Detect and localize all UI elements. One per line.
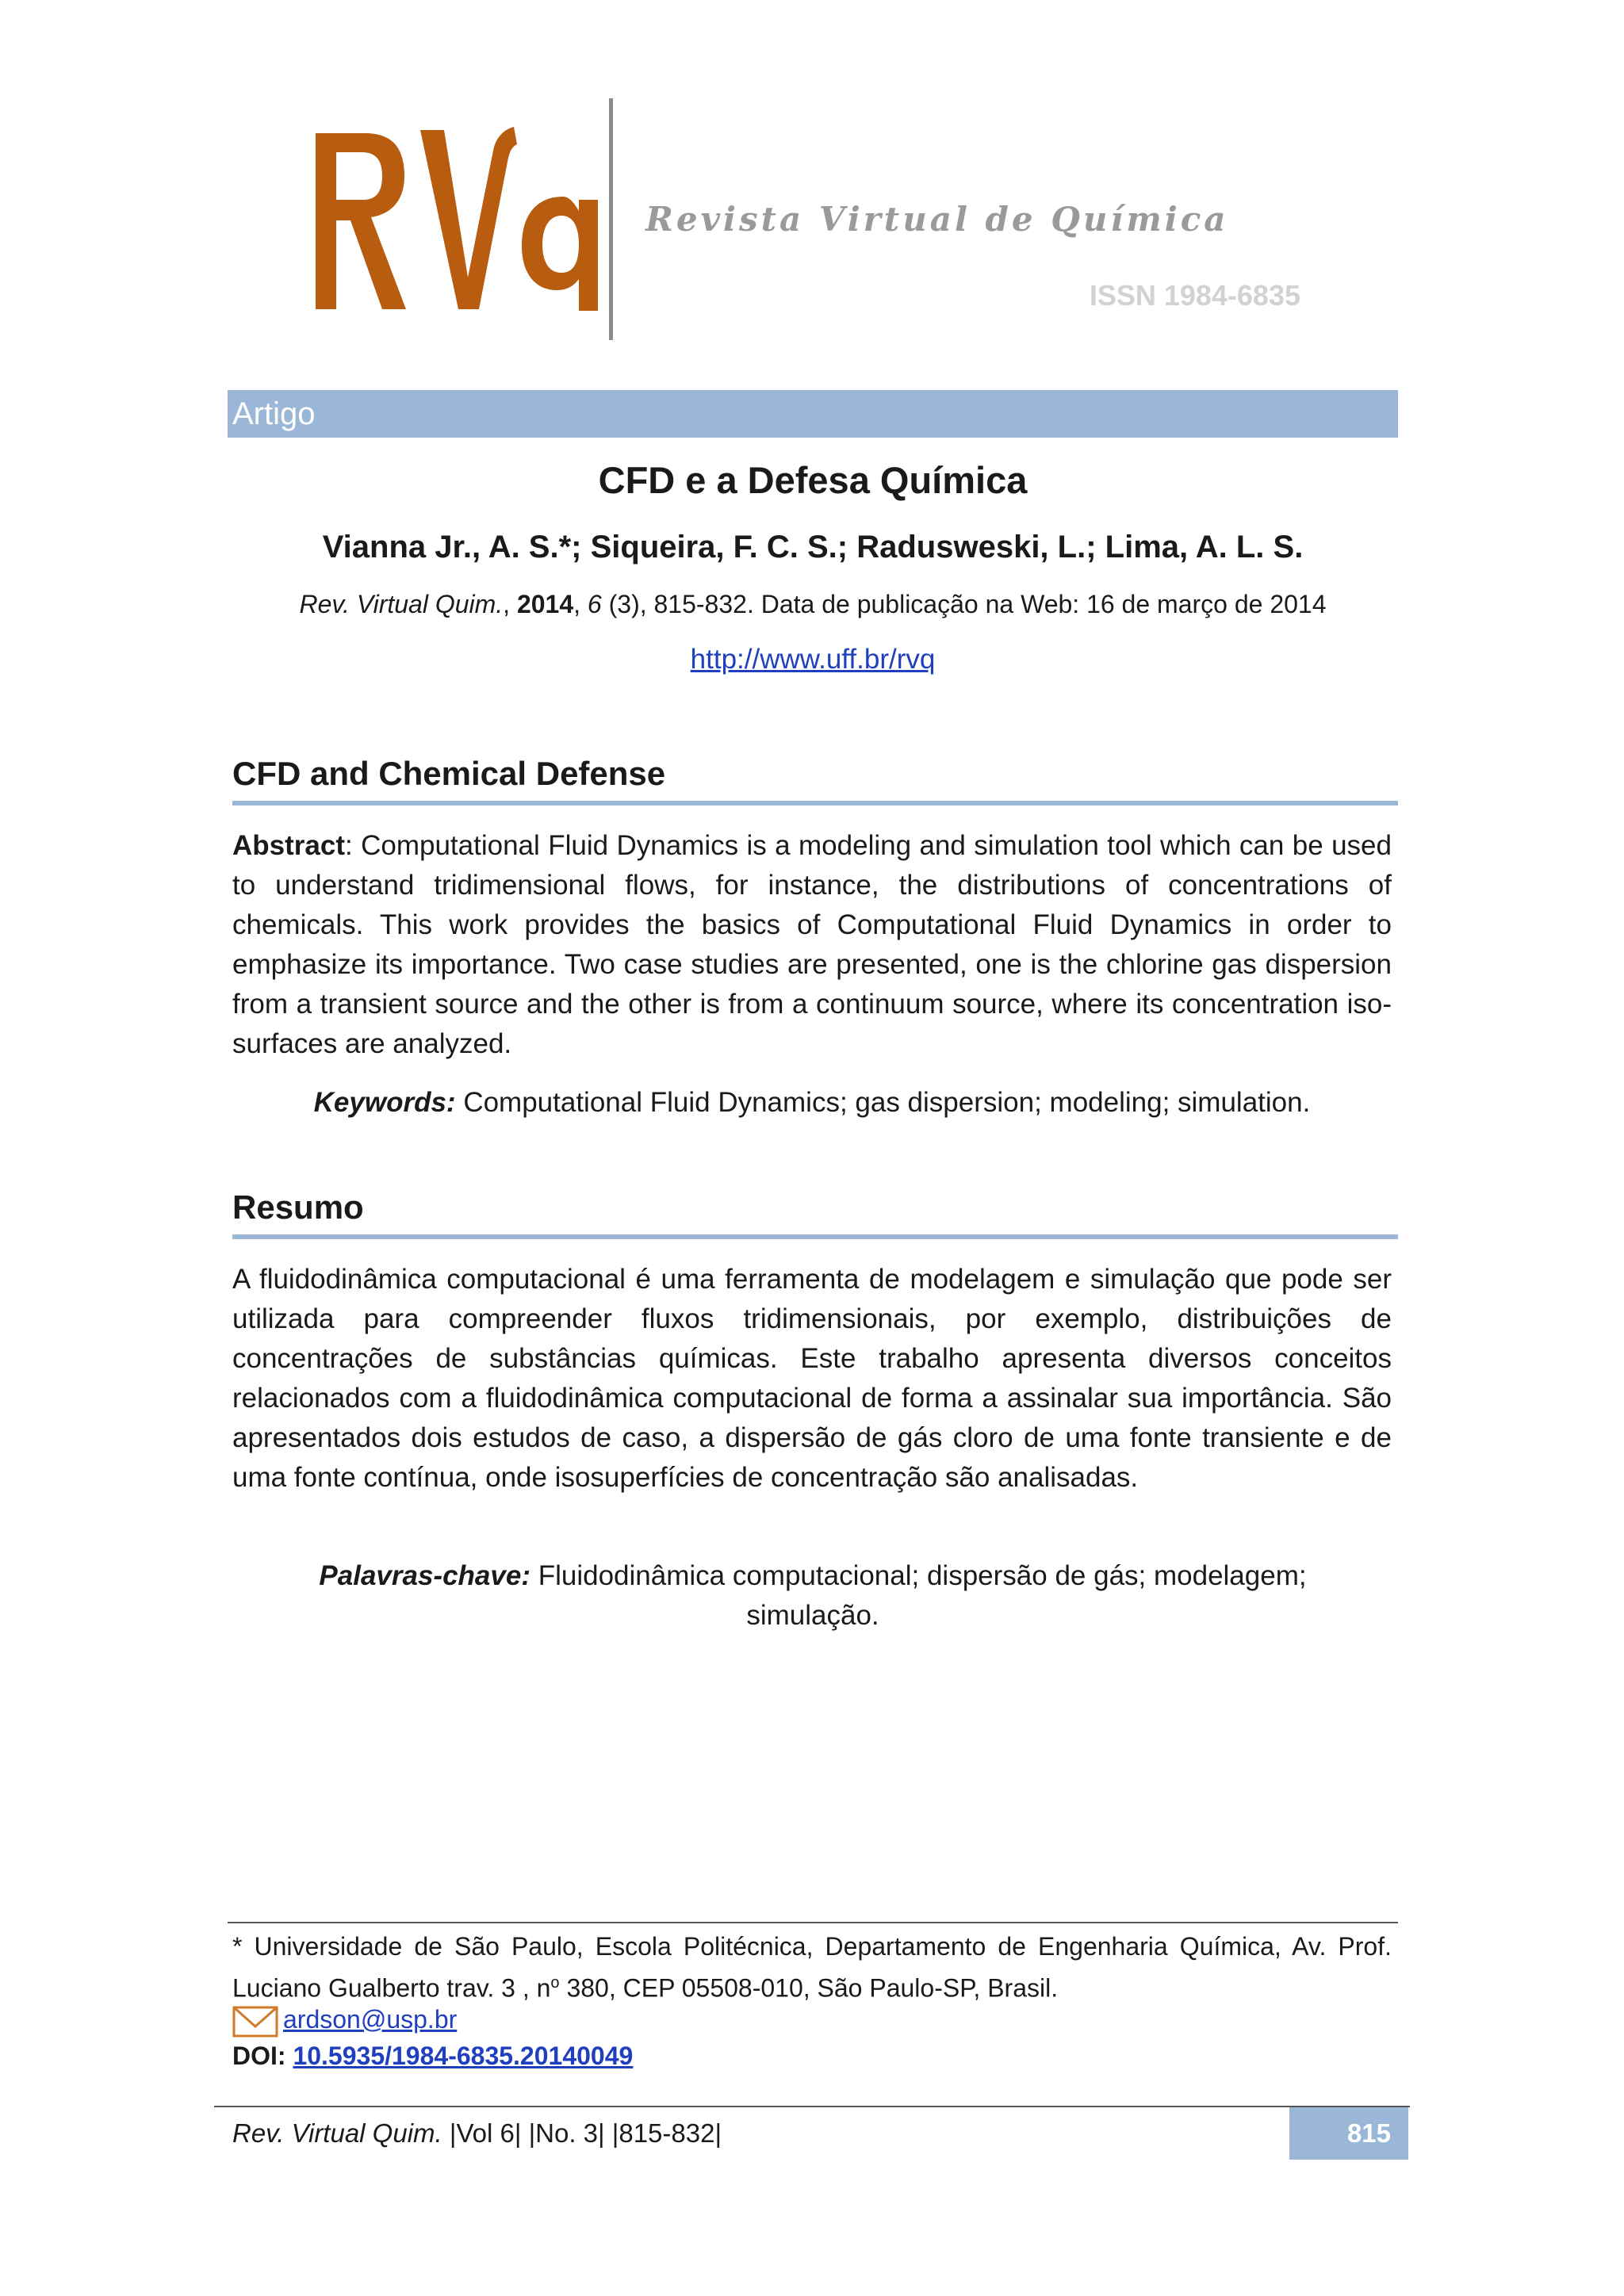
footer-details: |Vol 6| |No. 3| |815-832| bbox=[442, 2118, 722, 2148]
journal-name: Revista Virtual de Química bbox=[645, 200, 1229, 239]
footer-citation bbox=[232, 2118, 1184, 2149]
footer-rule bbox=[214, 2106, 1410, 2107]
footnote-doi-line bbox=[232, 2038, 1392, 2074]
keywords-text: Computational Fluid Dynamics; gas dispersion; modeling; simulation. bbox=[455, 1087, 1311, 1118]
palavras-chave-label: Palavras-chave: bbox=[319, 1560, 530, 1591]
section-bar bbox=[228, 390, 1398, 438]
footnote-email-line bbox=[232, 2001, 1392, 2038]
affiliation-superscript: o bbox=[550, 1974, 560, 1992]
abstract-label: Abstract bbox=[232, 830, 345, 861]
journal-url-link[interactable]: http://www.uff.br/rvq bbox=[690, 644, 936, 675]
english-keywords bbox=[232, 1083, 1392, 1123]
doi-link[interactable]: 10.5935/1984-6835.20140049 bbox=[293, 2042, 634, 2070]
section-label: Artigo bbox=[232, 396, 316, 431]
citation-sep: , bbox=[503, 590, 517, 618]
page-number: 815 bbox=[1346, 2118, 1391, 2148]
rvq-logo bbox=[309, 127, 603, 317]
article-authors: Vianna Jr., A. S.*; Siqueira, F. C. S.; Radusweski, L.; Lima, A. L. S. bbox=[322, 530, 1304, 564]
abstract-text: : Computational Fluid Dynamics is a modeling and simulation tool which can be used to understand tridimensional flows, for instance, the distributions of concentrations of chemicals. This work provides the basics of Computational Fluid Dynamics in order to emphasize its importance. Two case studies are presented, one is the chlorine gas dispersion from a transient source and the other is from a continuum source, where its concentration iso-surfaces are analyzed. bbox=[232, 830, 1392, 1059]
palavras-chave-text: Fluidodinâmica computacional; dispersão de gás; modelagem; simulação. bbox=[530, 1560, 1307, 1631]
citation-sep: , bbox=[573, 590, 588, 618]
issn: ISSN 1984-6835 bbox=[1089, 279, 1300, 312]
citation-journal: Rev. Virtual Quim. bbox=[299, 590, 504, 618]
resumo-heading: Resumo bbox=[232, 1188, 1398, 1239]
affiliation-text-end: 380, CEP 05508-010, São Paulo-SP, Brasil. bbox=[559, 1973, 1059, 2003]
affiliation-text: * Universidade de São Paulo, Escola Politécnica, Departamento de Engenharia Química, Av. Prof. Luciano Gualberto trav. 3 , n bbox=[232, 1932, 1392, 2003]
citation-rest: (3), 815-832. Data de publicação na Web: 16 de março de 2014 bbox=[601, 590, 1327, 618]
page-number-box bbox=[1289, 2107, 1408, 2160]
footnote-rule bbox=[228, 1922, 1398, 1923]
footer-journal: Rev. Virtual Quim. bbox=[232, 2118, 442, 2148]
email-link[interactable]: ardson@usp.br bbox=[283, 2005, 458, 2034]
citation-year: 2014 bbox=[516, 590, 574, 618]
footnote-affiliation bbox=[232, 1928, 1392, 2007]
english-heading: CFD and Chemical Defense bbox=[232, 755, 1398, 806]
article-title: CFD e a Defesa Química bbox=[598, 459, 1028, 501]
logo-divider bbox=[609, 98, 613, 340]
article-citation bbox=[228, 590, 1398, 619]
english-abstract bbox=[232, 826, 1392, 1064]
citation-volume: 6 bbox=[587, 590, 602, 618]
keywords-label: Keywords: bbox=[313, 1087, 456, 1118]
doi-label: DOI: bbox=[232, 2042, 286, 2070]
mail-icon bbox=[232, 2006, 278, 2038]
journal-url-line bbox=[228, 644, 1398, 675]
resumo-text: A fluidodinâmica computacional é uma ferramenta de modelagem e simulação que pode ser utilizada para compreender fluxos tridimensionais, por exemplo, distribuições de concentrações de substâncias químicas. Este trabalho apresenta diversos conceitos relacionados com a fluidodinâmica computacional de forma a assinalar sua importância. São apresentados dois estudos de caso, a dispersão de gás cloro de uma fonte transiente e de uma fonte contínua, onde isosuperfícies de concentração são analisadas. bbox=[232, 1264, 1392, 1493]
resumo-keywords bbox=[262, 1556, 1364, 1636]
